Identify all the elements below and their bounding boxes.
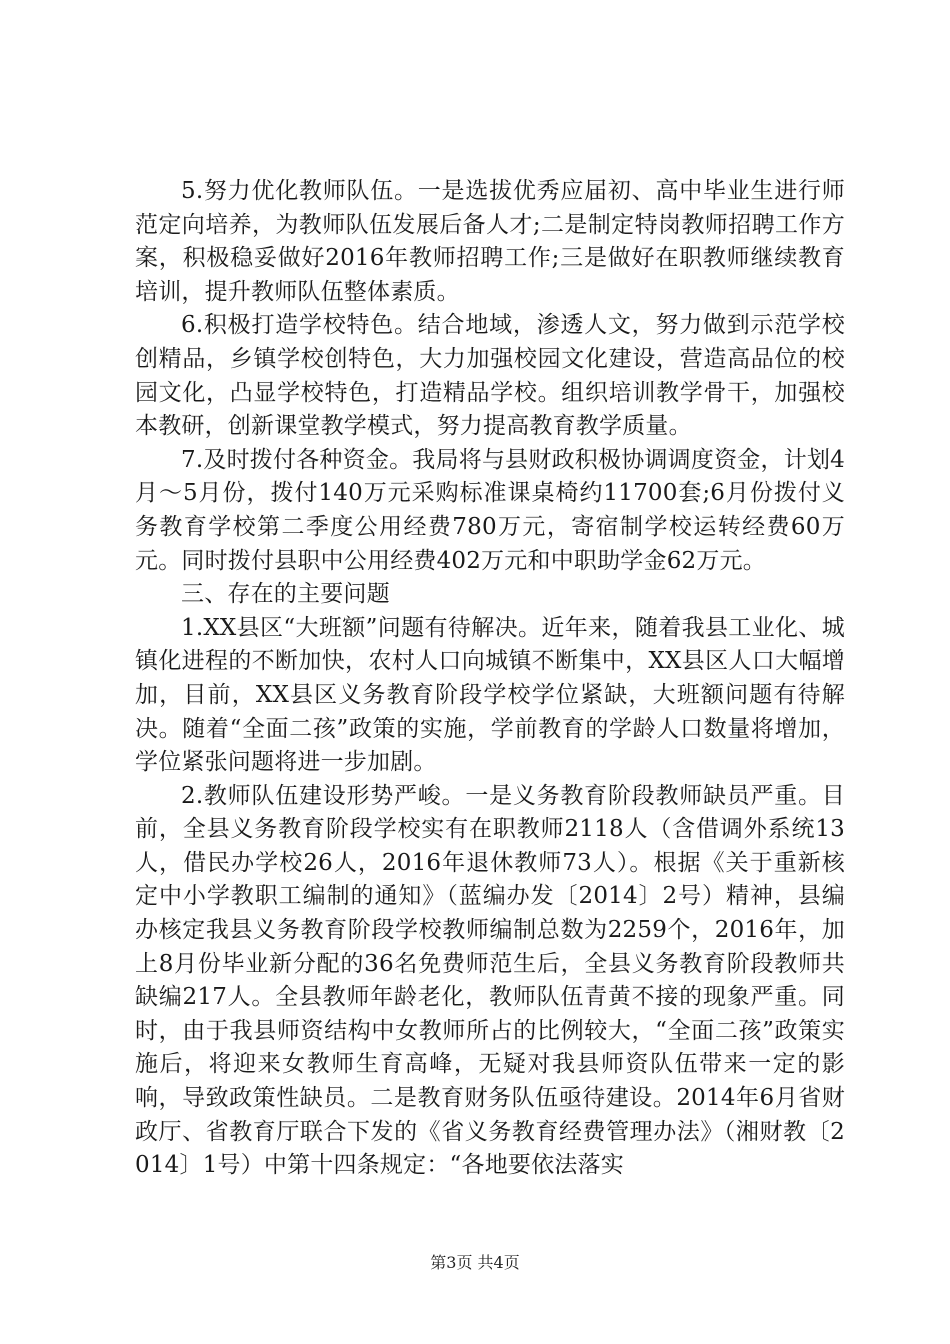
- paragraph-large-class-size: 1.XX县区“大班额”问题有待解决。近年来，随着我县工业化、城镇化进程的不断加快，农村人口向城镇不断集中，XX县区人口大幅增加，目前，XX县区义务教育阶段学校学位紧缺，大班额问题有待解决。随着“全面二孩”政策的实施，学前教育的学龄人口数量将增加，学位紧张问题将进一步加剧。: [135, 614, 845, 776]
- document-body: [135, 175, 845, 1183]
- paragraph-fund-allocation: 7.及时拨付各种资金。我局将与县财政积极协调调度资金，计划4月～5月份，拨付140万元采购标准课桌椅约11700套;6月份拨付义务教育学校第二季度公用经费780万元，寄宿制学校运转经费60万元。同时拨付县职中公用经费402万元和中职助学金62万元。: [135, 446, 845, 574]
- paragraph-teacher-team: 2.教师队伍建设形势严峻。一是义务教育阶段教师缺员严重。目前，全县义务教育阶段学校实有在职教师2118人（含借调外系统13人，借民办学校26人，2016年退休教师73人）。根据《关于重新核定中小学教职工编制的通知》（蓝编办发〔2014〕2号）精神，县编办核定我县义务教育阶段学校教师编制总数为2259个，2016年，加上8月份毕业新分配的36名免费师范生后，全县义务教育阶段教师共缺编217人。全县教师年龄老化，教师队伍青黄不接的现象严重。同时，由于我县师资结构中女教师所占的比例较大，“全面二孩”政策实施后，将迎来女教师生育高峰，无疑对我县师资队伍带来一定的影响，导致政策性缺员。二是教育财务队伍亟待建设。2014年6月省财政厅、省教育厅联合下发的《省义务教育经费管理办法》（湘财教〔2014〕1号）中第十四条规定：“各地要依法落实: [135, 782, 845, 1179]
- section-heading-problems: 三、存在的主要问题: [181, 581, 390, 608]
- paragraph-optimize-teachers: 5.努力优化教师队伍。一是选拔优秀应届初、高中毕业生进行师范定向培养，为教师队伍发展后备人才;二是制定特岗教师招聘工作方案，积极稳妥做好2016年教师招聘工作;三是做好在职教师继续教育培训，提升教师队伍整体素质。: [135, 178, 845, 305]
- paragraph-school-features: 6.积极打造学校特色。结合地域，渗透人文，努力做到示范学校创精品，乡镇学校创特色，大力加强校园文化建设，营造高品位的校园文化，凸显学校特色，打造精品学校。组织培训教学骨干，加强校本教研，创新课堂教学模式，努力提高教育教学质量。: [135, 312, 845, 440]
- page-number-footer: 第3页 共4页: [430, 1253, 520, 1272]
